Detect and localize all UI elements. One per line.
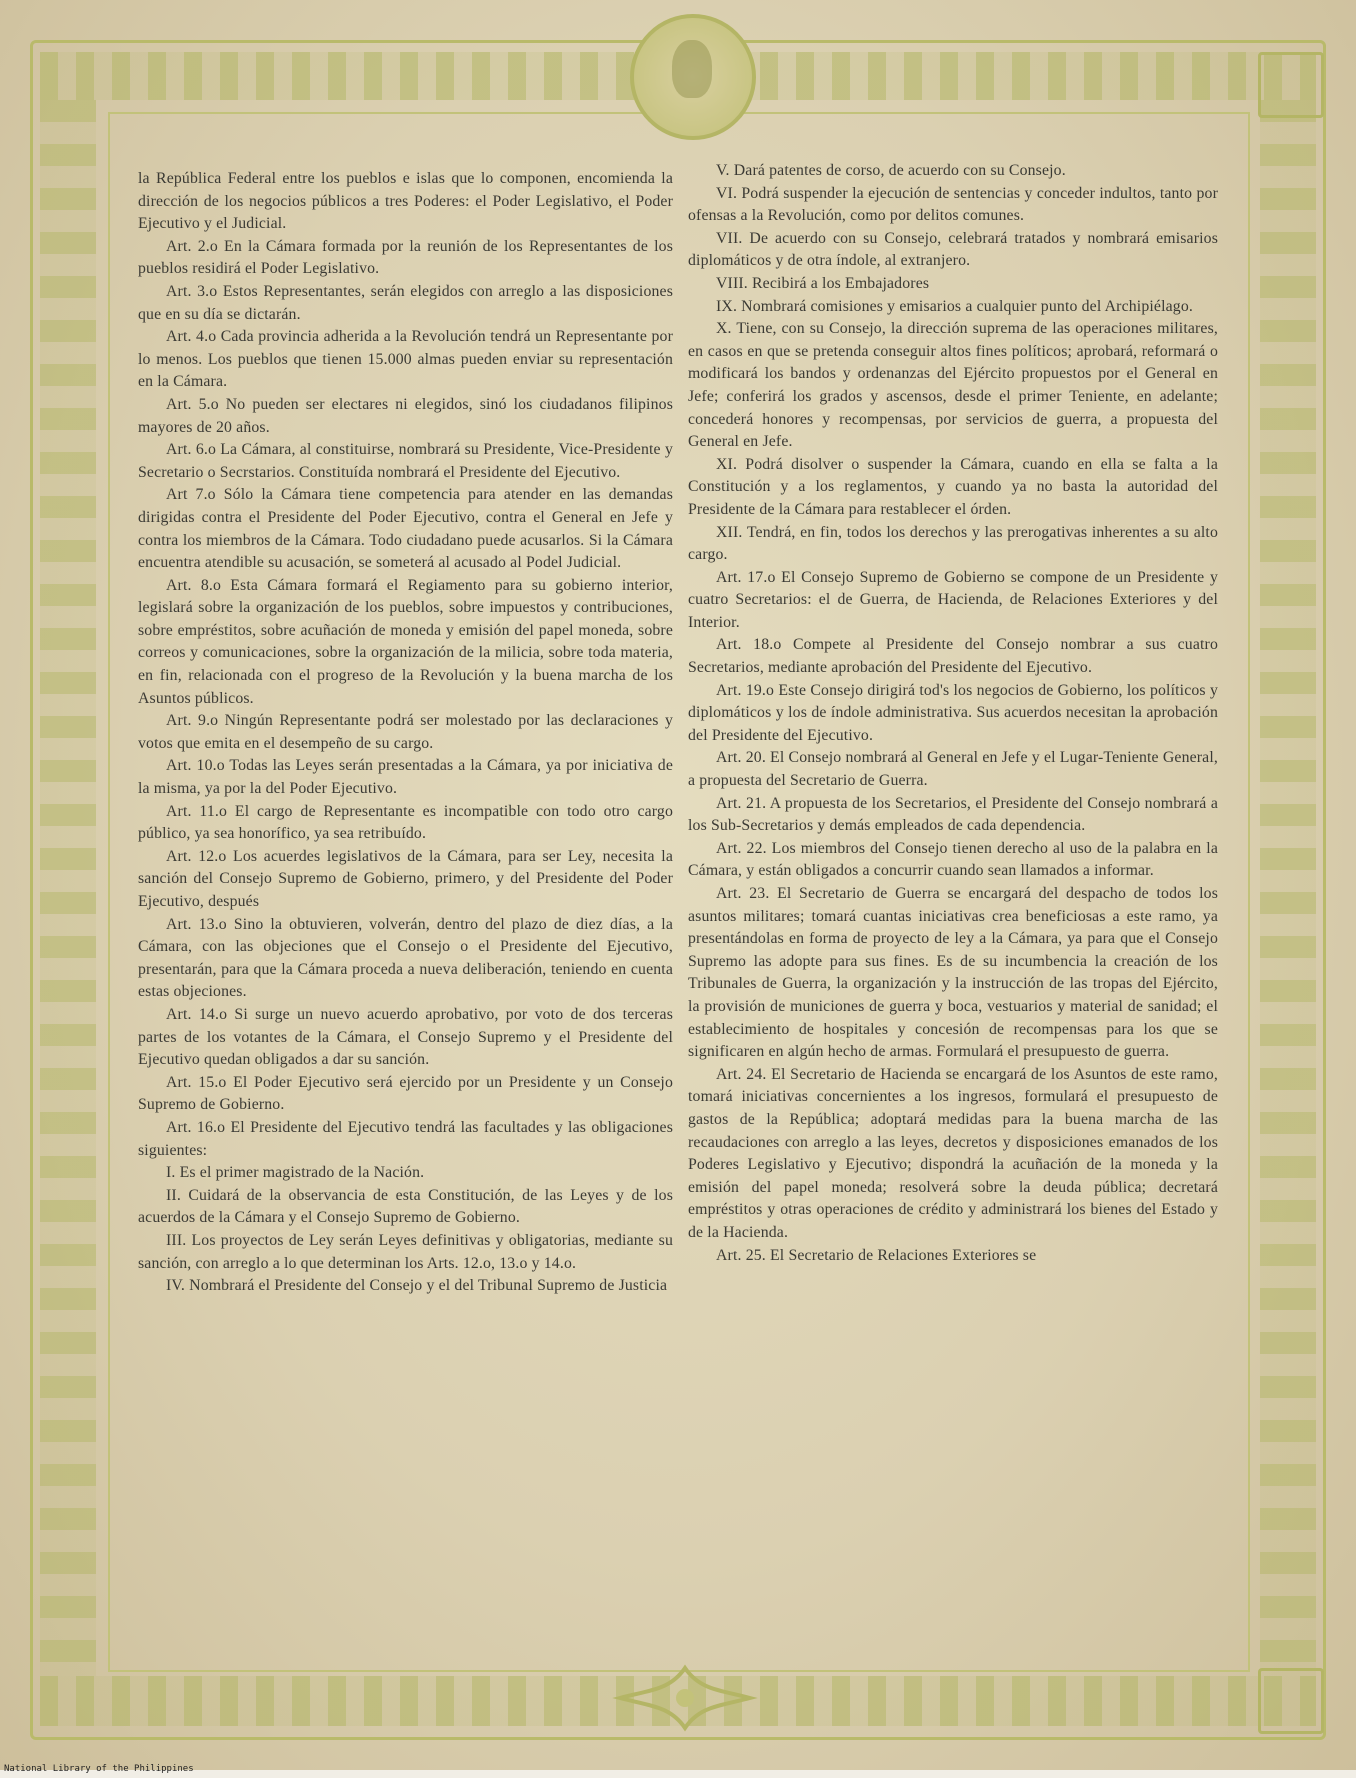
paragraph: Art. 21. A propuesta de los Secretarios, el Presidente del Consejo nombrará a los Sub-Secretarios y demás empleados de cada dependencia. xyxy=(688,794,1218,835)
paragraph: V. Dará patentes de corso, de acuerdo con su Consejo. xyxy=(716,162,1066,179)
paragraph: Art. 3.o Estos Representantes, serán elegidos con arreglo a las disposiciones que en su día se dictarán. xyxy=(138,282,673,323)
paragraph: VII. De acuerdo con su Consejo, celebrará tratados y nombrará emisarios diplomáticos y de otra índole, al extranjero. xyxy=(688,229,1218,270)
paragraph: Art. 5.o No pueden ser electares ni elegidos, sinó los ciudadanos filipinos mayores de 20 años. xyxy=(138,395,673,436)
paragraph: Art. 15.o El Poder Ejecutivo será ejercido por un Presidente y un Consejo Supremo de Gobierno. xyxy=(138,1073,673,1114)
paragraph: Art 7.o Sólo la Cámara tiene competencia para atender en las demandas dirigidas contra el Presidente del Poder Ejecutivo, contra el General en Jefe y contra los miembros de la Cámara. Todo ciudadano puede acusarlos. Si la Cámara encuentra atendible su acusación, se someterá al acusado al Podel Judicial. xyxy=(138,486,673,572)
paragraph: IV. Nombrará el Presidente del Consejo y el del Tribunal Supremo de Justicia xyxy=(166,1277,668,1295)
paragraph: Art. 6.o La Cámara, al constituirse, nombrará su Presidente, Vice-Presidente y Secretario o Secrstarios. Constituída nombrará el Presidente del Ejecutivo. xyxy=(138,441,673,481)
paragraph: Art. 24. El Secretario de Hacienda se encargará de los Asuntos de este ramo, tomará iniciativas concernientes a los ingresos, formulará el presupuesto de gastos de la República; adoptará medidas para la buena marcha de las recaudaciones con arreglo a las leyes, decretos y disposiciones emanados de los Poderes Legislativo y Ejecutivo; dispondrá la acuñación de la moneda y la emisión del papel moneda; resolverá sobre la deuda pública; decretará empréstitos y otras operaciones de crédito y administrará los bienes del Estado y de la Hacienda. xyxy=(688,1065,1218,1241)
paragraph: Art. 18.o Compete al Presidente del Consejo nombrar a sus cuatro Secretarios, mediante aprobación del Presidente del Ejecutivo. xyxy=(688,636,1218,677)
paragraph: I. Es el primer magistrado de la Nación. xyxy=(166,1164,425,1182)
paragraph: Art. 11.o El cargo de Representante es incompatible con todo otro cargo público, ya sea honorífico, ya sea retribuído. xyxy=(138,802,673,843)
paragraph: Art. 12.o Los acuerdes legislativos de la Cámara, para ser Ley, necesita la sanción del Consejo Supremo de Gobierno, primero, y del Presidente del Poder Ejecutivo, después xyxy=(138,847,673,910)
paragraph: IX. Nombrará comisiones y emisarios a cualquier punto del Archipiélago. xyxy=(716,297,1193,315)
right-text-column xyxy=(688,160,1218,1267)
paragraph: Art. 17.o El Consejo Supremo de Gobierno se compone de un Presidente y cuatro Secretarios: el de Guerra, de Hacienda, de Relaciones Exteriores y del Interior. xyxy=(688,568,1218,631)
paragraph: Art. 20. El Consejo nombrará al General en Jefe y el Lugar-Teniente General, a propuesta del Secretario de Guerra. xyxy=(688,749,1218,790)
paragraph: X. Tiene, con su Consejo, la dirección suprema de las operaciones militares, en casos en que se pretenda conseguir altos fines políticos; aprobará, reformará o modificará los bandos y ordenanzas del Ejército propuestos por el General en Jefe; conferirá los grados y ascensos, desde el primer Teniente, en adelante; concederá honores y recompensas, por servicios de guerra, a propuesta del General en Jefe. xyxy=(688,320,1218,451)
paragraph: Art. 14.o Si surge un nuevo acuerdo aprobativo, por voto de dos terceras partes de los votantes de la Cámara, el Consejo Supremo y el Presidente del Ejecutivo quedan obligados a dar su sanción. xyxy=(138,1005,673,1069)
paragraph: XII. Tendrá, en fin, todos los derechos y las prerogativas inherentes a su alto cargo. xyxy=(688,523,1218,564)
bottom-scan-stripe xyxy=(0,1770,1356,1778)
paragraph: III. Los proyectos de Ley serán Leyes definitivas y obligatorias, mediante su sanción, con arreglo a lo que determinan los Arts. 12.o, 13.o y 14.o. xyxy=(138,1231,673,1272)
left-text-column xyxy=(138,168,673,1298)
monogram-corner-icon xyxy=(1258,1668,1324,1734)
floral-ornament-icon xyxy=(600,1660,770,1736)
paragraph: Art. 13.o Sino la obtuvieren, volverán, dentro del plazo de diez días, a la Cámara, con las objeciones que el Consejo o el Presidente del Ejecutivo, presentarán, para que la Cámara proceda a nueva deliberación, teniendo en cuenta estas objeciones. xyxy=(138,915,673,1001)
paragraph: Art. 25. El Secretario de Relaciones Exteriores se xyxy=(716,1246,1037,1264)
paragraph: VI. Podrá suspender la ejecución de sentencias y conceder indultos, tanto por ofensas a la Revolución, como por delitos comunes. xyxy=(688,184,1218,225)
portrait-medallion-icon xyxy=(630,14,756,140)
monogram-corner-icon xyxy=(1258,52,1324,118)
paragraph: la República Federal entre los pueblos e islas que lo componen, encomienda la dirección de los negocios públicos a tres Poderes: el Poder Legislativo, el Poder Ejecutivo y el Judicial. xyxy=(138,170,673,233)
paragraph: II. Cuidará de la observancia de esta Constitución, de las Leyes y de los acuerdos de la Cámara y el Consejo Supremo de Gobierno. xyxy=(138,1186,673,1227)
paragraph: Art. 9.o Ningún Representante podrá ser molestado por las declaraciones y votos que emita en el desempeño de su cargo. xyxy=(138,712,673,752)
paragraph: Art. 23. El Secretario de Guerra se encargará del despacho de todos los asuntos militares; tomará cuantas iniciativas crea beneficiosas a este ramo, ya presentándolas en forma de proyecto de ley a la Cámara, ya para que el Consejo Supremo las adopte para sus fines. Es de su incumbencia la creación de los Tribunales de Guerra, la organización y la instrucción de las tropas del Ejército, la provisión de municiones de guerra y boca, vestuarios y material de sanidad; el establecimiento de hospitales y concesión de recompensas para los que se significaren en algún hecho de armas. Formulará el presupuesto de guerra. xyxy=(688,885,1218,1061)
paragraph: Art. 4.o Cada provincia adherida a la Revolución tendrá un Representante por lo menos. Los pueblos que tienen 15.000 almas pueden enviar su representación en la Cámara. xyxy=(138,328,673,391)
portrait-bust-icon xyxy=(672,40,712,98)
paragraph: Art. 8.o Esta Cámara formará el Regiamento para su gobierno interior, legislará sobre la organización de los pueblos, sobre impuestos y contribuciones, sobre empréstitos, sobre acuñación de moneda y emisión del papel moneda, sobre correos y comunicaciones, sobre la organización de la milicia, sobre toda materia, en fin, relacionada con el progreso de la Revolución y la buena marcha de los Asuntos públicos. xyxy=(138,576,673,707)
paragraph: Art. 2.o En la Cámara formada por la reunión de los Representantes de los pueblos residirá el Poder Legislativo. xyxy=(138,237,673,278)
paragraph: Art. 22. Los miembros del Consejo tienen derecho al uso de la palabra en la Cámara, y están obligados a concurrir cuando sean llamados a informar. xyxy=(688,839,1218,880)
paragraph: Art. 10.o Todas las Leyes serán presentadas a la Cámara, ya por iniciativa de la misma, ya por la del Poder Ejecutivo. xyxy=(138,757,673,798)
library-credit: National Library of the Philippines xyxy=(4,1764,194,1774)
paragraph: VIII. Recibirá a los Embajadores xyxy=(716,274,930,292)
paragraph: Art. 16.o El Presidente del Ejecutivo tendrá las facultades y las obligaciones siguientes: xyxy=(138,1118,673,1159)
paragraph: Art. 19.o Este Consejo dirigirá tod's los negocios de Gobierno, los políticos y diplomáticos y los de índole administrativa. Sus acuerdos necesitan la aprobación del Presidente del Ejecutivo. xyxy=(688,681,1218,744)
paragraph: XI. Podrá disolver o suspender la Cámara, cuando en ella se falta a la Constitución y a los reglamentos, y cuando ya no basta la autoridad del Presidente de la Cámara para restablecer el órden. xyxy=(688,455,1218,518)
